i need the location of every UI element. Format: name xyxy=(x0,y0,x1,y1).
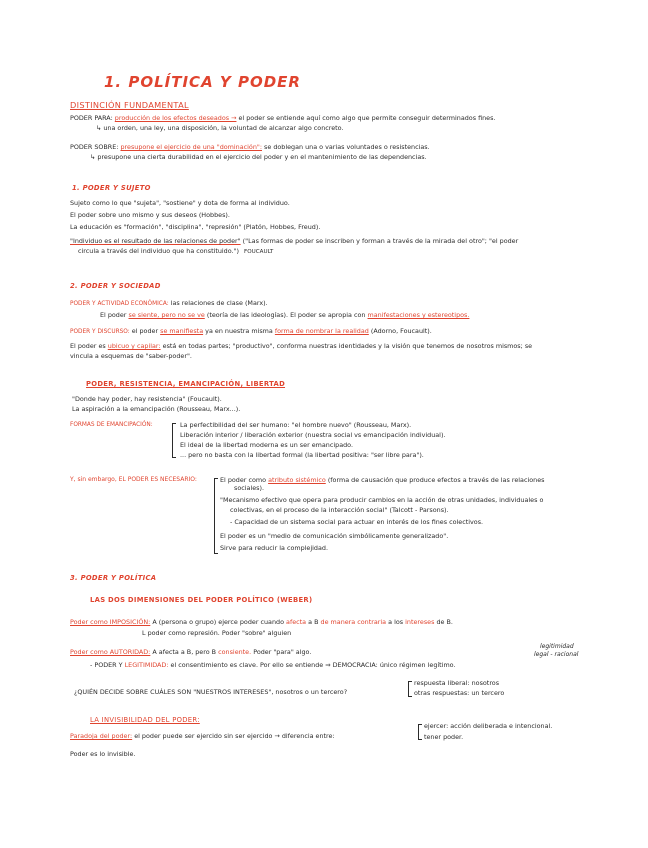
s3-imposicion xyxy=(70,618,453,626)
label-poder-para: PODER PARA: xyxy=(70,114,113,122)
text-red: intereses xyxy=(405,618,435,626)
necesario-item-2: "Mecanismo efectivo que opera para producir cambios en la acción de otras unidades, individuales o xyxy=(220,496,544,504)
answer-2: otras respuestas: un tercero xyxy=(414,689,505,697)
s2-line-2 xyxy=(100,311,469,319)
s2-line-4 xyxy=(70,342,532,350)
s1-line-3: La educación es "formación", "disciplina", "represión" (Platón, Hobbes, Freud). xyxy=(70,223,321,231)
formas-item-2: Liberación interior / liberación exterior (nuestra social vs emancipación individual). xyxy=(180,431,446,439)
s1-line-2: El poder sobre uno mismo y sus deseos (Hobbes). xyxy=(70,211,230,219)
note-legitimidad-1: legitimidad xyxy=(540,643,574,650)
page-title: 1. POLÍTICA Y PODER xyxy=(104,73,301,91)
s2-line-5: vincula a esquemas de "saber-poder". xyxy=(70,352,192,360)
necesario-item-1 xyxy=(220,476,544,484)
section-heading-3: 3. PODER Y POLÍTICA xyxy=(70,574,157,582)
brace xyxy=(418,724,422,740)
paradoja-option-1: ejercer: acción deliberada e intencional. xyxy=(424,722,553,730)
section-heading-2: 2. PODER Y SOCIEDAD xyxy=(70,282,161,290)
note-legitimidad-2: legal - racional xyxy=(534,651,579,658)
section-heading-1: 1. PODER Y SUJETO xyxy=(72,184,151,192)
text-red: manifestaciones y estereotipos. xyxy=(367,311,470,319)
text: el poder puede ser ejercido sin ser ejercido → diferencia entre: xyxy=(134,732,335,740)
necesario-item-2-cont: colectivas, en el proceso de la interacción social" (Talcott - Parsons). xyxy=(230,506,449,514)
text-red: afecta xyxy=(286,618,307,626)
text: Poder "para" algo. xyxy=(253,648,312,656)
text: las relaciones de clase (Marx). xyxy=(170,299,268,307)
s2-sub-line-2: La aspiración a la emancipación (Rousseau, Marx...). xyxy=(72,405,241,413)
text-red: se siente, pero no se ve xyxy=(128,311,205,319)
s1-line-4 xyxy=(70,237,518,245)
s2-line-1 xyxy=(70,299,268,308)
quote: "Individuo es el resultado de las relaciones de poder" xyxy=(70,237,241,245)
text-red: Paradoja del poder: xyxy=(70,732,133,740)
text-red: ubicuo y capilar: xyxy=(107,342,161,350)
necesario-item-3: - Capacidad de un sistema social para actuar en interés de los fines colectivos. xyxy=(230,518,484,526)
s1-line-1: Sujeto como lo que "sujeta", "sostiene" y dota de forma al individuo. xyxy=(70,199,290,207)
text-red: se manifiesta xyxy=(160,327,204,335)
text: el consentimiento es clave. Por ello se entiende ⇒ DEMOCRACIA: único régimen legítimo. xyxy=(170,661,456,669)
text: a B xyxy=(308,618,319,626)
label: Poder como IMPOSICIÓN: xyxy=(70,618,151,626)
formas-label: FORMAS DE EMANCIPACIÓN: xyxy=(70,422,153,428)
text: (Adorno, Foucault). xyxy=(370,327,432,335)
section-heading-distincion: DISTINCIÓN FUNDAMENTAL xyxy=(70,100,189,110)
text-red: forma de nombrar la realidad xyxy=(274,327,369,335)
label: PODER Y ACTIVIDAD ECONÓMICA: xyxy=(70,301,169,307)
formas-item-3: El ideal de la libertad moderna es un ser emancipado. xyxy=(180,441,354,449)
s3-legitimidad xyxy=(90,661,456,669)
text: el poder se entiende aquí como algo que permite conseguir determinados fines. xyxy=(238,114,496,122)
line-poder-para xyxy=(70,114,495,122)
necesario-item-1-cont: sociales). xyxy=(234,484,265,492)
brace xyxy=(408,681,412,697)
s3-question: ¿QUIÉN DECIDE SOBRE CUÁLES SON "NUESTROS INTERESES", nosotros o un tercero? xyxy=(74,688,348,696)
text: A (persona o grupo) ejerce poder cuando xyxy=(152,618,284,626)
text: (forma de causación que produce efectos a través de las relaciones xyxy=(327,476,545,484)
label-poder-sobre: PODER SOBRE: xyxy=(70,143,119,151)
text: El poder xyxy=(100,311,127,319)
text: el poder xyxy=(131,327,159,335)
text-red: de manera contraria xyxy=(320,618,387,626)
subsection-heading-weber: LAS DOS DIMENSIONES DEL PODER POLÍTICO (WEBER) xyxy=(90,596,313,604)
formas-item-4: ... pero no basta con la libertad formal (la libertad positiva: "ser libre para"). xyxy=(180,451,424,459)
text: El poder es xyxy=(70,342,106,350)
subsection-heading-invisibilidad: LA INVISIBILIDAD DEL PODER: xyxy=(90,716,200,724)
sub-line: ↳ una orden, una ley, una disposición, la voluntad de alcanzar algo concreto. xyxy=(96,124,344,132)
answer-1: respuesta liberal: nosotros xyxy=(414,679,500,687)
author: FOUCAULT xyxy=(244,249,274,255)
text-red: presupone el ejercicio de una "dominación": xyxy=(120,143,262,151)
s3-invisible: Poder es lo invisible. xyxy=(70,750,136,758)
s2-line-3 xyxy=(70,327,432,336)
brace xyxy=(214,478,218,554)
text-red: producción de los efectos deseados → xyxy=(114,114,237,122)
s3-paradoja xyxy=(70,732,335,740)
text-red: consiente. xyxy=(218,648,252,656)
text: a los xyxy=(388,618,404,626)
text: A afecta a B, pero B xyxy=(152,648,217,656)
necesario-item-5: Sirve para reducir la complejidad. xyxy=(220,544,328,552)
formas-item-1: La perfectibilidad del ser humano: "el hombre nuevo" (Rousseau, Marx). xyxy=(180,421,412,429)
line-poder-sobre xyxy=(70,143,430,151)
subsection-heading-emancipacion: PODER, RESISTENCIA, EMANCIPACIÓN, LIBERTAD xyxy=(86,380,286,388)
text: está en todas partes; "productivo", conforma nuestras identidades y la visión que tenemos de nosotros mismos; se xyxy=(162,342,533,350)
text: de B. xyxy=(436,618,453,626)
s2-sub-line-1: "Donde hay poder, hay resistencia" (Foucault). xyxy=(72,395,222,403)
label: Poder como AUTORIDAD: xyxy=(70,648,151,656)
sub-line: ↳ presupone una cierta durabilidad en el ejercicio del poder y en el mantenimiento de las dependencias. xyxy=(90,153,427,161)
text-red: atributo sistémico xyxy=(268,476,326,484)
necesario-item-4: El poder es un "medio de comunicación simbólicamente generalizado". xyxy=(220,532,449,540)
s3-autoridad xyxy=(70,648,311,656)
s3-imposicion-sub: L poder como represión. Poder "sobre" alguien xyxy=(142,629,292,637)
text: (teoría de las ideologías). El poder se apropia con xyxy=(206,311,366,319)
s1-line-5 xyxy=(78,247,273,256)
text: El poder como xyxy=(220,476,267,484)
text-red: LEGITIMIDAD: xyxy=(124,661,169,669)
text: ("Las formas de poder se inscriben y forman a través de la mirada del otro"; "el poder xyxy=(242,237,519,245)
paradoja-option-2: tener poder. xyxy=(424,733,464,741)
brace xyxy=(172,423,176,458)
text: circula a través del individuo que ha constituido.") xyxy=(78,247,239,255)
necesario-label: Y, sin embargo, EL PODER ES NECESARIO: xyxy=(70,476,197,483)
text: se doblegan una o varias voluntades o resistencias. xyxy=(264,143,430,151)
text: ya en nuestra misma xyxy=(205,327,273,335)
text: - PODER Y xyxy=(90,661,123,669)
label: PODER Y DISCURSO: xyxy=(70,329,130,335)
